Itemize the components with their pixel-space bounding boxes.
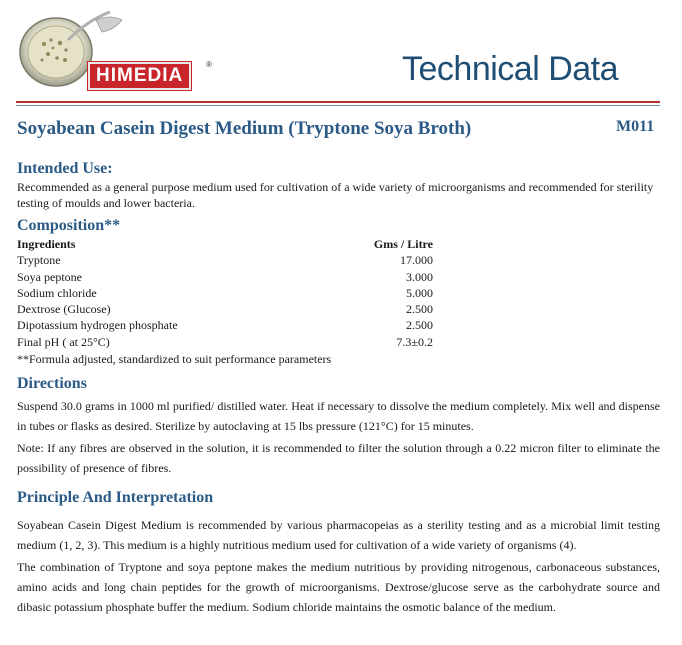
- directions-heading: Directions: [17, 375, 87, 392]
- table-row: [17, 334, 437, 350]
- header-divider-blue: [16, 105, 660, 106]
- ingredient-value: 7.3±0.2: [396, 334, 433, 349]
- ingredient-name: Dipotassium hydrogen phosphate: [17, 318, 178, 333]
- ingredient-value: 2.500: [406, 302, 433, 317]
- principle-heading: Principle And Interpretation: [17, 489, 214, 506]
- principle-paragraph-1: Soyabean Casein Digest Medium is recommended by various pharmacopeias as a sterility testing and as a microbial limit testing medium (1, 2, 3). This medium is a highly nutritious medium used for cultivation of a wide variety of organisms (4).: [17, 518, 660, 552]
- directions-note: Note: If any fibres are observed in the solution, it is recommended to filter the solution through a 0.22 micron filter to eliminate the possibility of presence of fibres.: [17, 441, 660, 475]
- composition-heading: Composition**: [17, 217, 121, 234]
- page-header: [0, 0, 682, 108]
- product-code: M011: [616, 118, 655, 135]
- intended-use-heading: Intended Use:: [17, 160, 113, 177]
- technical-data-title: Technical Data: [402, 50, 619, 88]
- himedia-logo: [18, 10, 212, 95]
- ingredient-value: 17.000: [400, 253, 433, 268]
- registered-mark: ®: [206, 60, 212, 69]
- principle-paragraph-2: The combination of Tryptone and soya peptone makes the medium nutritious by providing nitrogenous, carbonaceous substances, amino acids and long chain peptides for the growth of microorganisms. Dextrose/glucose serve as the carbohydrate source and dibasic potassium phosphate buffer the medium. Sodium chloride maintains the osmotic balance of the medium.: [17, 560, 660, 614]
- table-row: [17, 301, 437, 317]
- ingredient-value: 2.500: [406, 318, 433, 333]
- intended-use-text: Recommended as a general purpose medium used for cultivation of a wide variety of microorganisms and recommended for sterility testing of moulds and lower bacteria.: [17, 180, 654, 210]
- table-row: [17, 269, 437, 285]
- table-row: [17, 317, 437, 333]
- ingredient-value: 5.000: [406, 285, 433, 300]
- ingredient-name: Tryptone: [17, 253, 61, 268]
- header-divider-red: [16, 101, 660, 103]
- composition-note: **Formula adjusted, standardized to suit performance parameters: [17, 352, 332, 366]
- ingredient-value: 3.000: [406, 269, 433, 284]
- composition-header-row: [17, 236, 437, 252]
- ingredient-name: Sodium chloride: [17, 285, 97, 300]
- composition-table: [17, 236, 437, 350]
- ingredient-name: Dextrose (Glucose): [17, 302, 111, 317]
- table-row: [17, 285, 437, 301]
- table-row: [17, 252, 437, 268]
- ingredients-column-header: Ingredients: [17, 237, 76, 251]
- ingredient-name: Final pH ( at 25°C): [17, 334, 110, 349]
- brand-name: HIMEDIA: [88, 62, 191, 90]
- product-title: Soyabean Casein Digest Medium (Tryptone Soya Broth): [17, 118, 472, 139]
- gms-column-header: Gms / Litre: [373, 237, 433, 251]
- directions-text: Suspend 30.0 grams in 1000 ml purified/ distilled water. Heat if necessary to dissolve the medium completely. Mix well and dispense in tubes or flasks as desired. Sterilize by autoclaving at 15 lbs pressure (121°C) for 15 minutes.: [17, 399, 660, 433]
- ingredient-name: Soya peptone: [17, 269, 82, 284]
